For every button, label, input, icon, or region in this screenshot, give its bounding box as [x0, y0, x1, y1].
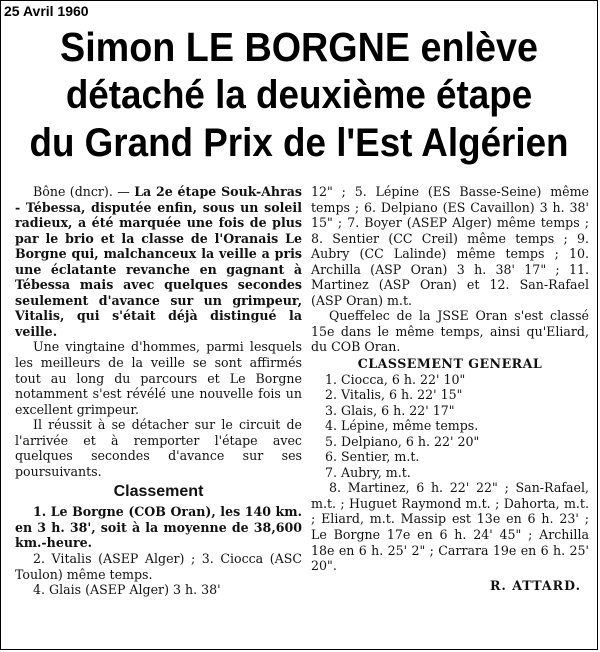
classement-heading: Classement [113, 483, 204, 501]
right-column [311, 184, 589, 593]
headline-line-3: du Grand Prix de l'Est Algérien [29, 121, 569, 165]
headline-line-2: détaché la deuxième étape [65, 73, 533, 117]
general-rank-item: 5. Delpiano, 6 h. 22' 20" [325, 433, 480, 449]
general-rank-item: 4. Lépine, même temps. [325, 418, 479, 434]
author-signature: R. ATTARD. [489, 577, 581, 593]
publication-date: 25 Avril 1960 [4, 3, 89, 19]
result-line: 2. Vitalis (ASEP Alger) ; 3. Ciocca (ASC Toulon) même temps. [15, 551, 302, 582]
left-column [15, 184, 302, 598]
lead-paragraph [15, 184, 302, 339]
general-rank-item: 2. Vitalis, 6 h. 22' 15" [325, 387, 463, 403]
general-classification-heading: CLASSEMENT GENERAL [357, 356, 543, 372]
body-paragraph: Une vingtaine d'hommes, parmi lesquels les meilleurs de la veille se sont affirmés tout au long du parcours et Le Borgne notamment s'est révélé une nouvelle fois un excellent grimpeur. [15, 339, 302, 417]
results-continued: 12" ; 5. Lépine (ES Basse-Seine) même temps ; 6. Delpiano (ES Cavaillon) 3 h. 38' 15" ; 7. Boyer (ASEP Alger) même temps ; 8. Sentier (CC Creil) même temps ; 9. Aubry (CC Lalinde) même temps ; 10. Archilla (ASP Oran) 3 h. 38' 17" ; 11. Martinez (ASP Oran) et 12. San-Rafael (ASP Oran) m.t. [311, 184, 589, 308]
general-rank-item: 7. Aubry, m.t. [325, 464, 411, 480]
queffelec-paragraph: Queffelec de la JSSE Oran s'est classé 15e dans le même temps, ainsi qu'Eliard, du COB Oran. [311, 308, 589, 355]
general-rank-rest: 8. Martinez, 6 h. 22' 22" ; San-Rafael, m.t. ; Huguet Raymond m.t. ; Dahorta, m.t. ; Eliard, m.t. Massip est 13e en 6 h. 23' ; Le Borgne 17e en 6 h. 24' 45" ; Archilla 18e en 6 h. 25' 2" ; Carrara 19e en 6 h. 25' 20". [311, 480, 589, 574]
lead-text: La 2e étape Souk-Ahras - Tébessa, disputée enfin, sous un soleil radieux, a été marquée une fois de plus par le brio et la classe de l'Oranais Le Borgne qui, malchanceux la veille a pris une éclatante revanche en gagnant à Tébessa mais avec quelques secondes seulement d'avance sur un grimpeur, Vitalis, qui s'était déjà distingué la veille. [15, 184, 302, 339]
dateline: Bône (dncr). — [33, 184, 135, 199]
headline [25, 23, 573, 167]
body-paragraph: Il réussit à se détacher sur le circuit de l'arrivée et à remporter l'étape avec quelques secondes d'avance sur ses poursuivants. [15, 417, 302, 479]
general-rank-item: 1. Ciocca, 6 h. 22' 10" [325, 371, 466, 387]
result-line: 1. Le Borgne (COB Oran), les 140 km. en 3 h. 38', soit à la moyenne de 38,600 km.-heure. [15, 504, 302, 551]
general-rank-item: 3. Glais, 6 h. 22' 17" [325, 402, 455, 418]
general-rank-item: 6. Sentier, m.t. [325, 449, 420, 465]
headline-line-1: Simon LE BORGNE enlève [60, 24, 538, 70]
result-line: 4. Glais (ASEP Alger) 3 h. 38' [33, 582, 221, 598]
